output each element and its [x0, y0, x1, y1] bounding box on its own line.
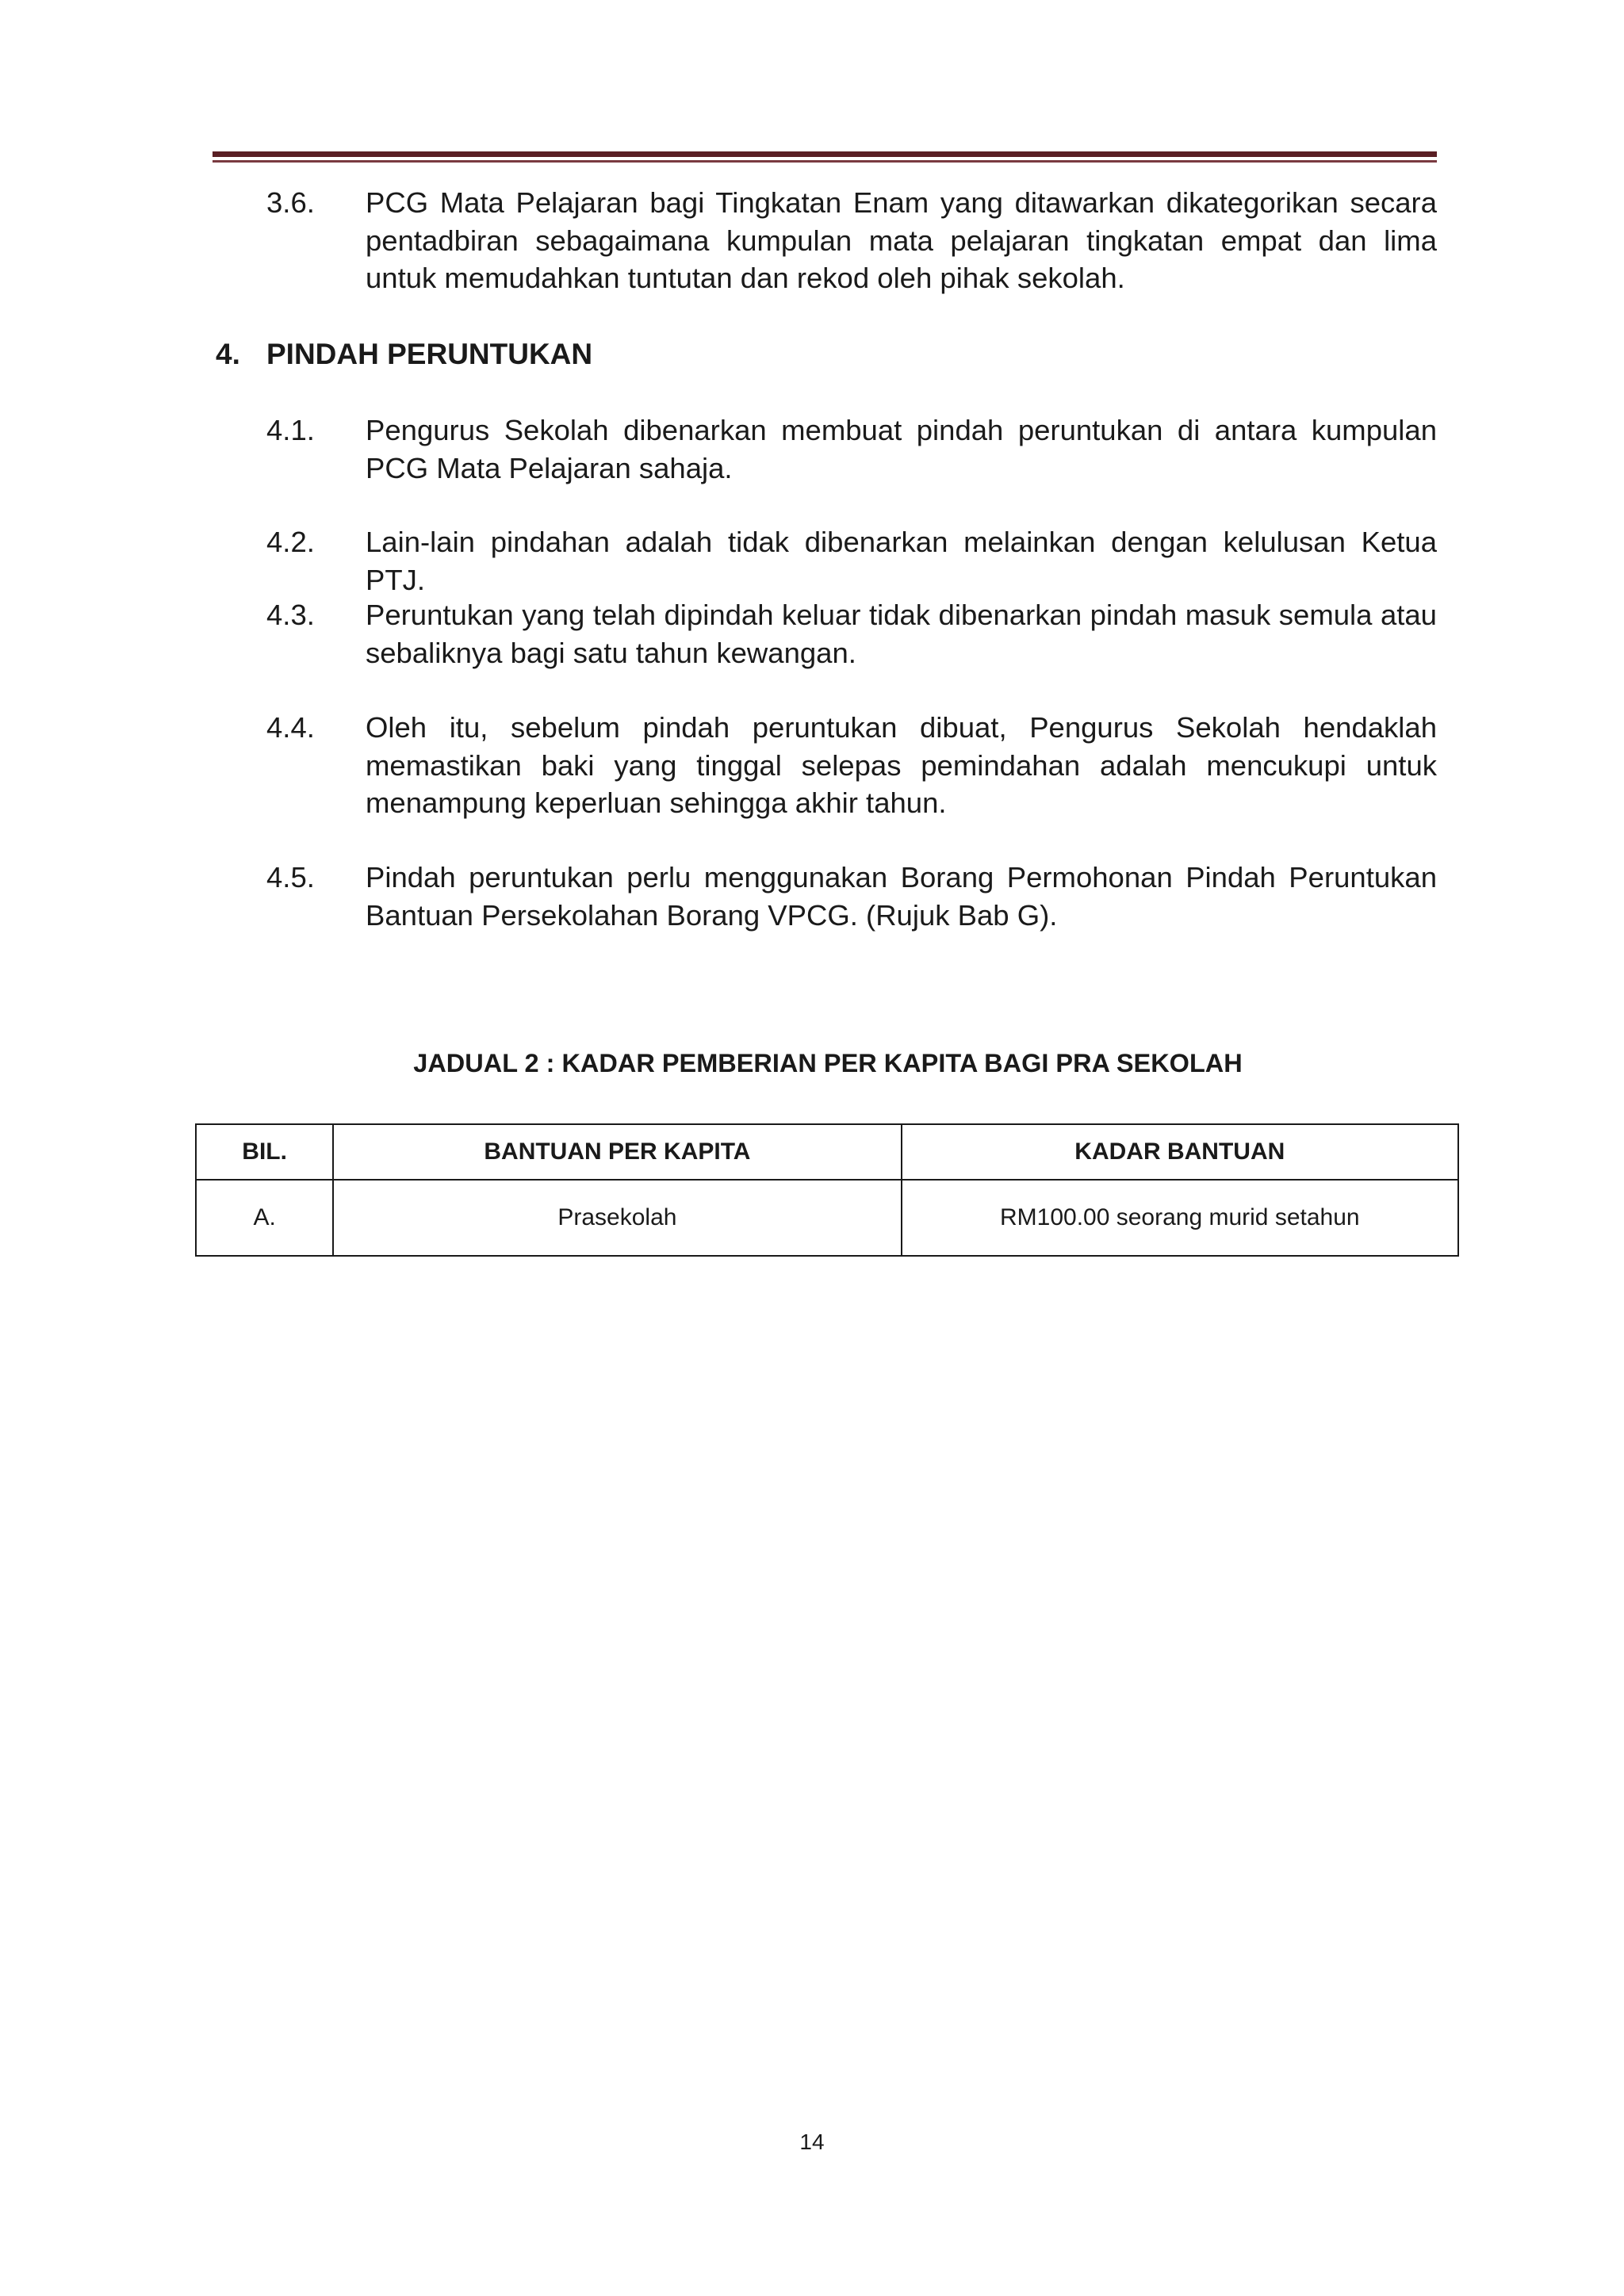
header-rule: [213, 151, 1437, 157]
table-cell-kadar: RM100.00 seorang murid setahun: [902, 1180, 1458, 1256]
paragraph-4-1: [266, 411, 1437, 487]
paragraph-number: 4.5.: [266, 861, 315, 894]
paragraph-number: 4.1.: [266, 414, 315, 446]
section-number: 4.: [216, 338, 240, 370]
table-row: [196, 1180, 1458, 1256]
paragraph-text: PCG Mata Pelajaran bagi Tingkatan Enam yang ditawarkan dikategorikan secara pentadbiran sebagaimana kumpulan mata pelajaran tingkatan empat dan lima untuk memudahkan tuntutan dan rekod oleh pihak sekolah.: [366, 186, 1437, 294]
column-header-bantuan: BANTUAN PER KAPITA: [333, 1124, 901, 1180]
paragraph-4-5: [266, 859, 1437, 934]
paragraph-text: Oleh itu, sebelum pindah peruntukan dibuat, Pengurus Sekolah hendaklah memastikan baki yang tinggal selepas pemindahan adalah mencukupi untuk menampung keperluan sehingga akhir tahun.: [366, 711, 1437, 819]
table-header-row: [196, 1124, 1458, 1180]
paragraph-text: Pindah peruntukan perlu menggunakan Borang Permohonan Pindah Peruntukan Bantuan Persekolahan Borang VPCG. (Rujuk Bab G).: [366, 861, 1437, 932]
page-number: 14: [799, 2130, 825, 2154]
table-caption: JADUAL 2 : KADAR PEMBERIAN PER KAPITA BAGI PRA SEKOLAH: [413, 1049, 1243, 1077]
section-heading: [216, 338, 592, 371]
paragraph-number: 4.3.: [266, 599, 315, 631]
paragraph-text: Peruntukan yang telah dipindah keluar tidak dibenarkan pindah masuk semula atau sebaliknya bagi satu tahun kewangan.: [366, 599, 1437, 669]
column-header-bil: BIL.: [196, 1124, 333, 1180]
paragraph-number: 4.4.: [266, 711, 315, 744]
paragraph-number: 3.6.: [266, 186, 315, 219]
paragraph-text: Pengurus Sekolah dibenarkan membuat pindah peruntukan di antara kumpulan PCG Mata Pelajaran sahaja.: [366, 414, 1437, 484]
header-rule-thin: [213, 160, 1437, 163]
paragraph-4-4: [266, 709, 1437, 822]
column-header-kadar: KADAR BANTUAN: [902, 1124, 1458, 1180]
section-title: PINDAH PERUNTUKAN: [266, 338, 593, 370]
rate-table: [195, 1123, 1459, 1257]
table-cell-bil: A.: [196, 1180, 333, 1256]
paragraph-3-6: [266, 184, 1437, 297]
paragraph-number: 4.2.: [266, 526, 315, 558]
table-cell-bantuan: Prasekolah: [333, 1180, 901, 1256]
paragraph-4-2: [266, 523, 1437, 599]
paragraph-text: Lain-lain pindahan adalah tidak dibenarkan melainkan dengan kelulusan Ketua PTJ.: [366, 526, 1437, 596]
paragraph-4-3: [266, 596, 1437, 672]
